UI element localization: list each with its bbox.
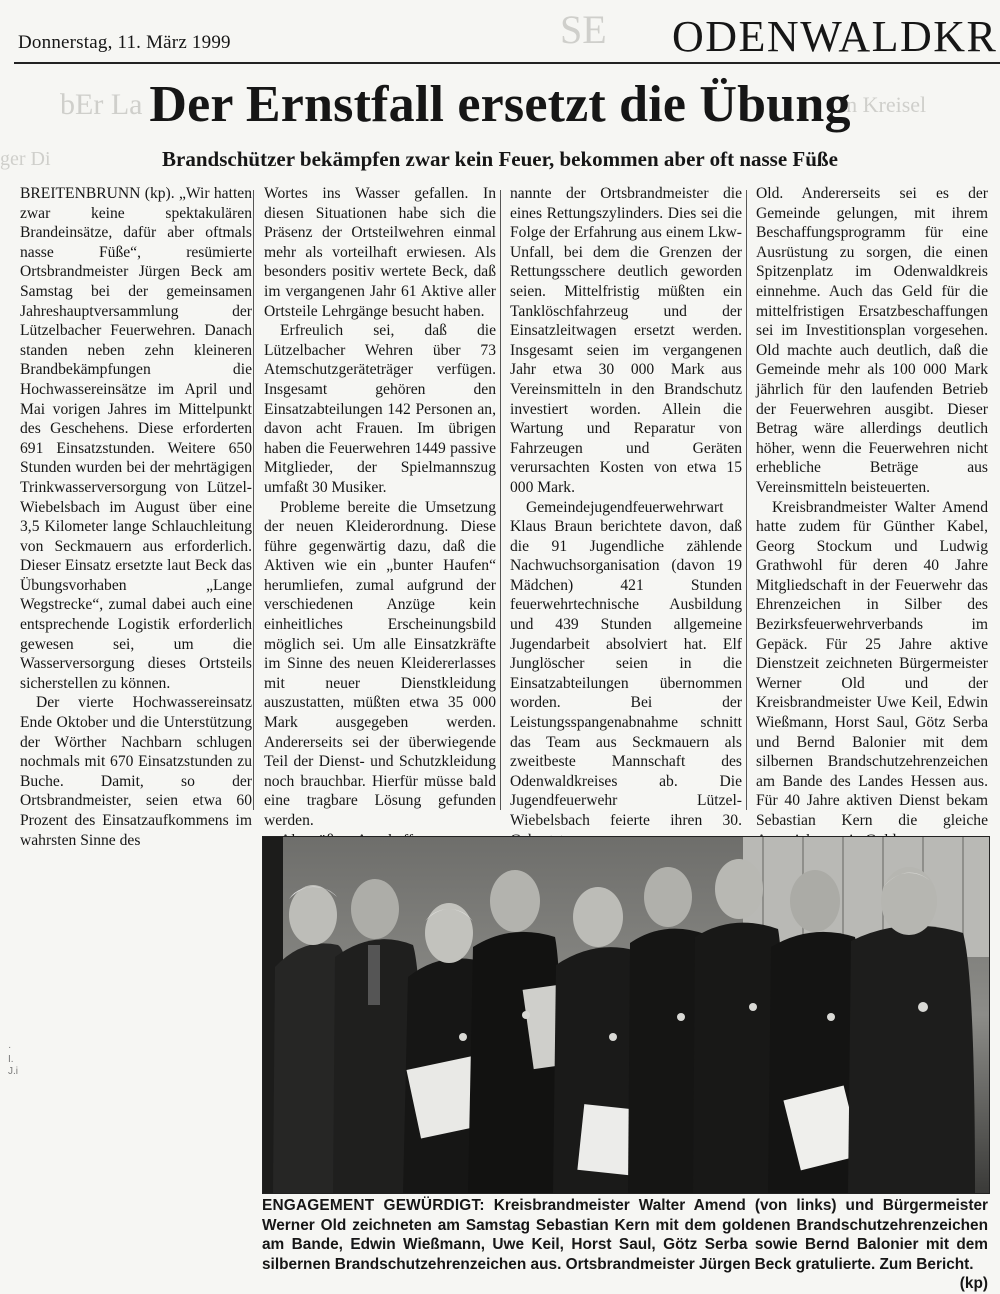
article-column-4	[756, 184, 988, 850]
paragraph: Probleme bereite die Umsetzung der neuen Kleiderordnung. Diese führe gegenwärtig dazu, daß die Aktiven wie ein „bunter Haufen“ herumliefen, zumal aufgrund der verschiedenen Anzüge kein einheitliches Erscheinungsbild möglich sei. Um alle Einsatzkräfte im Sinne des neuen Kleidererlasses mit neuer Dienstkleidung auszustatten, müßten etwa 35 000 Mark ausgegeben werden. Andererseits sei der überwiegende Teil der Dienst- und Schutzkleidung noch brauchbar. Hierfür müsse bald eine tragbare Lösung gefunden werden.	[264, 498, 496, 829]
bleed-through-text: in Kreisel	[840, 92, 927, 117]
article-column-1	[20, 184, 252, 850]
bleed-through-text: bEr La	[60, 88, 143, 121]
paragraph: Gemeindejugendfeuerwehrwart Klaus Braun berichtete davon, daß die 91 Jugendliche zählende Nachwuchsorganisation (davon 19 Mädchen) 421 Stunden feuerwehrtechnische Ausbildung und 439 Stunden allgemeine Jugendarbeit absolviert hat. Elf Junglöscher seien in die Einsatzabteilungen übernommen worden. Bei der Leistungsspangenabnahme schnitt das Team aus Seckmauern als zweitbeste Mannschaft des Odenwaldkreises ab. Die Jugendfeuerwehr Lützel-Wiebelsbach feierte ihren 30.	[510, 498, 742, 829]
caption-text: Kreisbrandmeister Walter Amend (von links) und Bürgermeister Werner Old zeichneten am Samstag Sebastian Kern mit dem goldenen Brandschutzehrenzeichen am Bande, Edwin Wießmann, Uwe Keil, Horst Saul, Götz Serba sowie Bernd Balonier mit dem silbernen Brandschutzehrenzeichen aus. Ortsbrandmeister Jürgen Beck gratulierte. Zum Bericht.	[262, 1197, 988, 1273]
article-headline: Der Ernstfall ersetzt die Übung	[149, 76, 851, 133]
paragraph: nannte der Ortsbrandmeister die eines Rettungszylinders. Dies sei die Folge der Erfahrung aus einem Lkw-Unfall, bei dem die Grenzen der Rettungsschere deutlich geworden seien. Mittelfristig müßten ein Tanklöschfahrzeug und der Einsatzleitwagen ersetzt werden. Insgesamt seien im vergangenen Jahr etwa 30 000 Mark aus Vereinsmitteln in den Brandschutz investiert worden. Allein die Wartung und Reparatur von Fahrzeugen und Geräten verursachten Kosten von etwa 15 000 Mark.	[510, 185, 742, 496]
photo-caption	[262, 1196, 988, 1294]
paragraph: BREITENBRUNN (kp). „Wir hatten zwar keine spektakulären Brandeinsätze, dafür aber oftmals nasse Füße“, resümierte Ortsbrandmeister Jürgen Beck am Samstag bei der gemeinsamen Jahreshauptversammlung der Lützelbacher Feuerwehren. Danach standen neben zehn kleineren Brandbekämpfungen die Hochwassereinsätze im April und Mai vorigen Jahres im Mittelpunkt des Geschehens. Diese erforderten 691 Einsatzstunden. Weitere 650 Stunden wurden bei der mehrtägigen Trinkwasserversorgung von Lützel-Wiebelsbach im August über eine 3,5 Kilometer lange Schlauchleitung von Seckmauern aus erforderlich. Dieser Einsatz ersetzte laut Beck das Übungsvorhaben „Lange Wegstrecke“, zumal dabei auch eine entsprechende Logistik erforderlich gewesen sei, um die Wasserversorgung dieses Ortsteils sicherstellen zu können.	[20, 185, 252, 692]
paragraph: Wortes ins Wasser gefallen. In diesen Situationen habe sich die Präsenz der Ortsteilwehren einmal mehr als vorteilhaft erwiesen. Als besonders positiv wertete Beck, daß im vergangenen Jahr 61 Aktive aller Ortsteile Lehrgänge besucht haben.	[264, 185, 496, 320]
paragraph: Erfreulich sei, daß die Lützelbacher Wehren über 73 Atemschutzgeräteträger verfügen. Insgesamt gehören den Einsatzabteilungen 142 Personen an, davon acht Frauen. Im übrigen haben die Feuerwehren 1449 passive Mitglieder, der Spielmannszug umfaßt 30 Musiker.	[264, 322, 496, 496]
bleed-through-text: ger Di	[0, 148, 51, 170]
masthead: ODENWALDKR	[672, 12, 998, 61]
article-column-3	[510, 184, 742, 909]
header-rule	[14, 62, 1000, 64]
margin-scan-marks: · I. J.i	[8, 1042, 18, 1077]
bleed-through-text: SE	[560, 7, 607, 52]
column-divider	[500, 190, 501, 810]
paragraph: Kreisbrandmeister Walter Amend hatte zudem für Günther Kabel, Georg Stockum und Ludwig Grathwohl für deren 40 Jahre Mitgliedschaft in der Feuerwehr das Ehrenzeichen in Silber des Bezirksfeuerwehrverbands im Gepäck. Für 25 Jahre aktive Dienstzeit zeichneten Bürgermeister Werner Old und der Kreisbrandmeister Uwe Keil, Edwin Wießmann, Horst Saul, Götz Serba und Bernd Balonier mit dem silbernen Brandschutzehrenzeichen am Bande des Landes Hessen aus. Für 40 Jahre aktiven Dienst bekam Sebastian Kern die gleiche	[756, 498, 988, 829]
column-divider	[253, 190, 254, 810]
paragraph: Old. Andererseits sei es der Gemeinde gelungen, mit ihrem Beschaffungsprogramm für eine Ausrüstung zu sorgen, die einen Spitzenplatz im Odenwaldkreis einnehme. Auch das Geld für die mittelfristigen Ersatzbeschaffungen sei im Investitionsplan vorgesehen. Old machte auch deutlich, daß die Gemeinde mehr als 100 000 Mark jährlich für den laufenden Betrieb der Feuerwehren ausgibt. Dieser Betrag wäre allerdings deutlich höher, wenn die Feuerwehren nicht erhebliche Beträge aus Vereinsmitteln beisteuerten.	[756, 185, 988, 496]
dateline: Donnerstag, 11. März 1999	[18, 32, 231, 53]
caption-credit: (kp)	[959, 1275, 988, 1292]
article-subheadline: Brandschützer bekämpfen zwar kein Feuer, bekommen aber oft nasse Füße	[162, 147, 838, 171]
caption-lead: ENGAGEMENT GEWÜRDIGT:	[262, 1197, 485, 1214]
group-photo	[262, 836, 990, 1194]
article-column-2	[264, 184, 496, 850]
paragraph: Der vierte Hochwassereinsatz Ende Oktober und die Unterstützung der Wörther Nachbarn schlugen nochmals mit 670 Einsatzstunden zu Buche. Damit, so der Ortsbrandmeister, seien etwa 60 Prozent des Einsatzaufkommens im wahrsten Sinne des	[20, 694, 252, 849]
column-divider	[746, 190, 747, 810]
